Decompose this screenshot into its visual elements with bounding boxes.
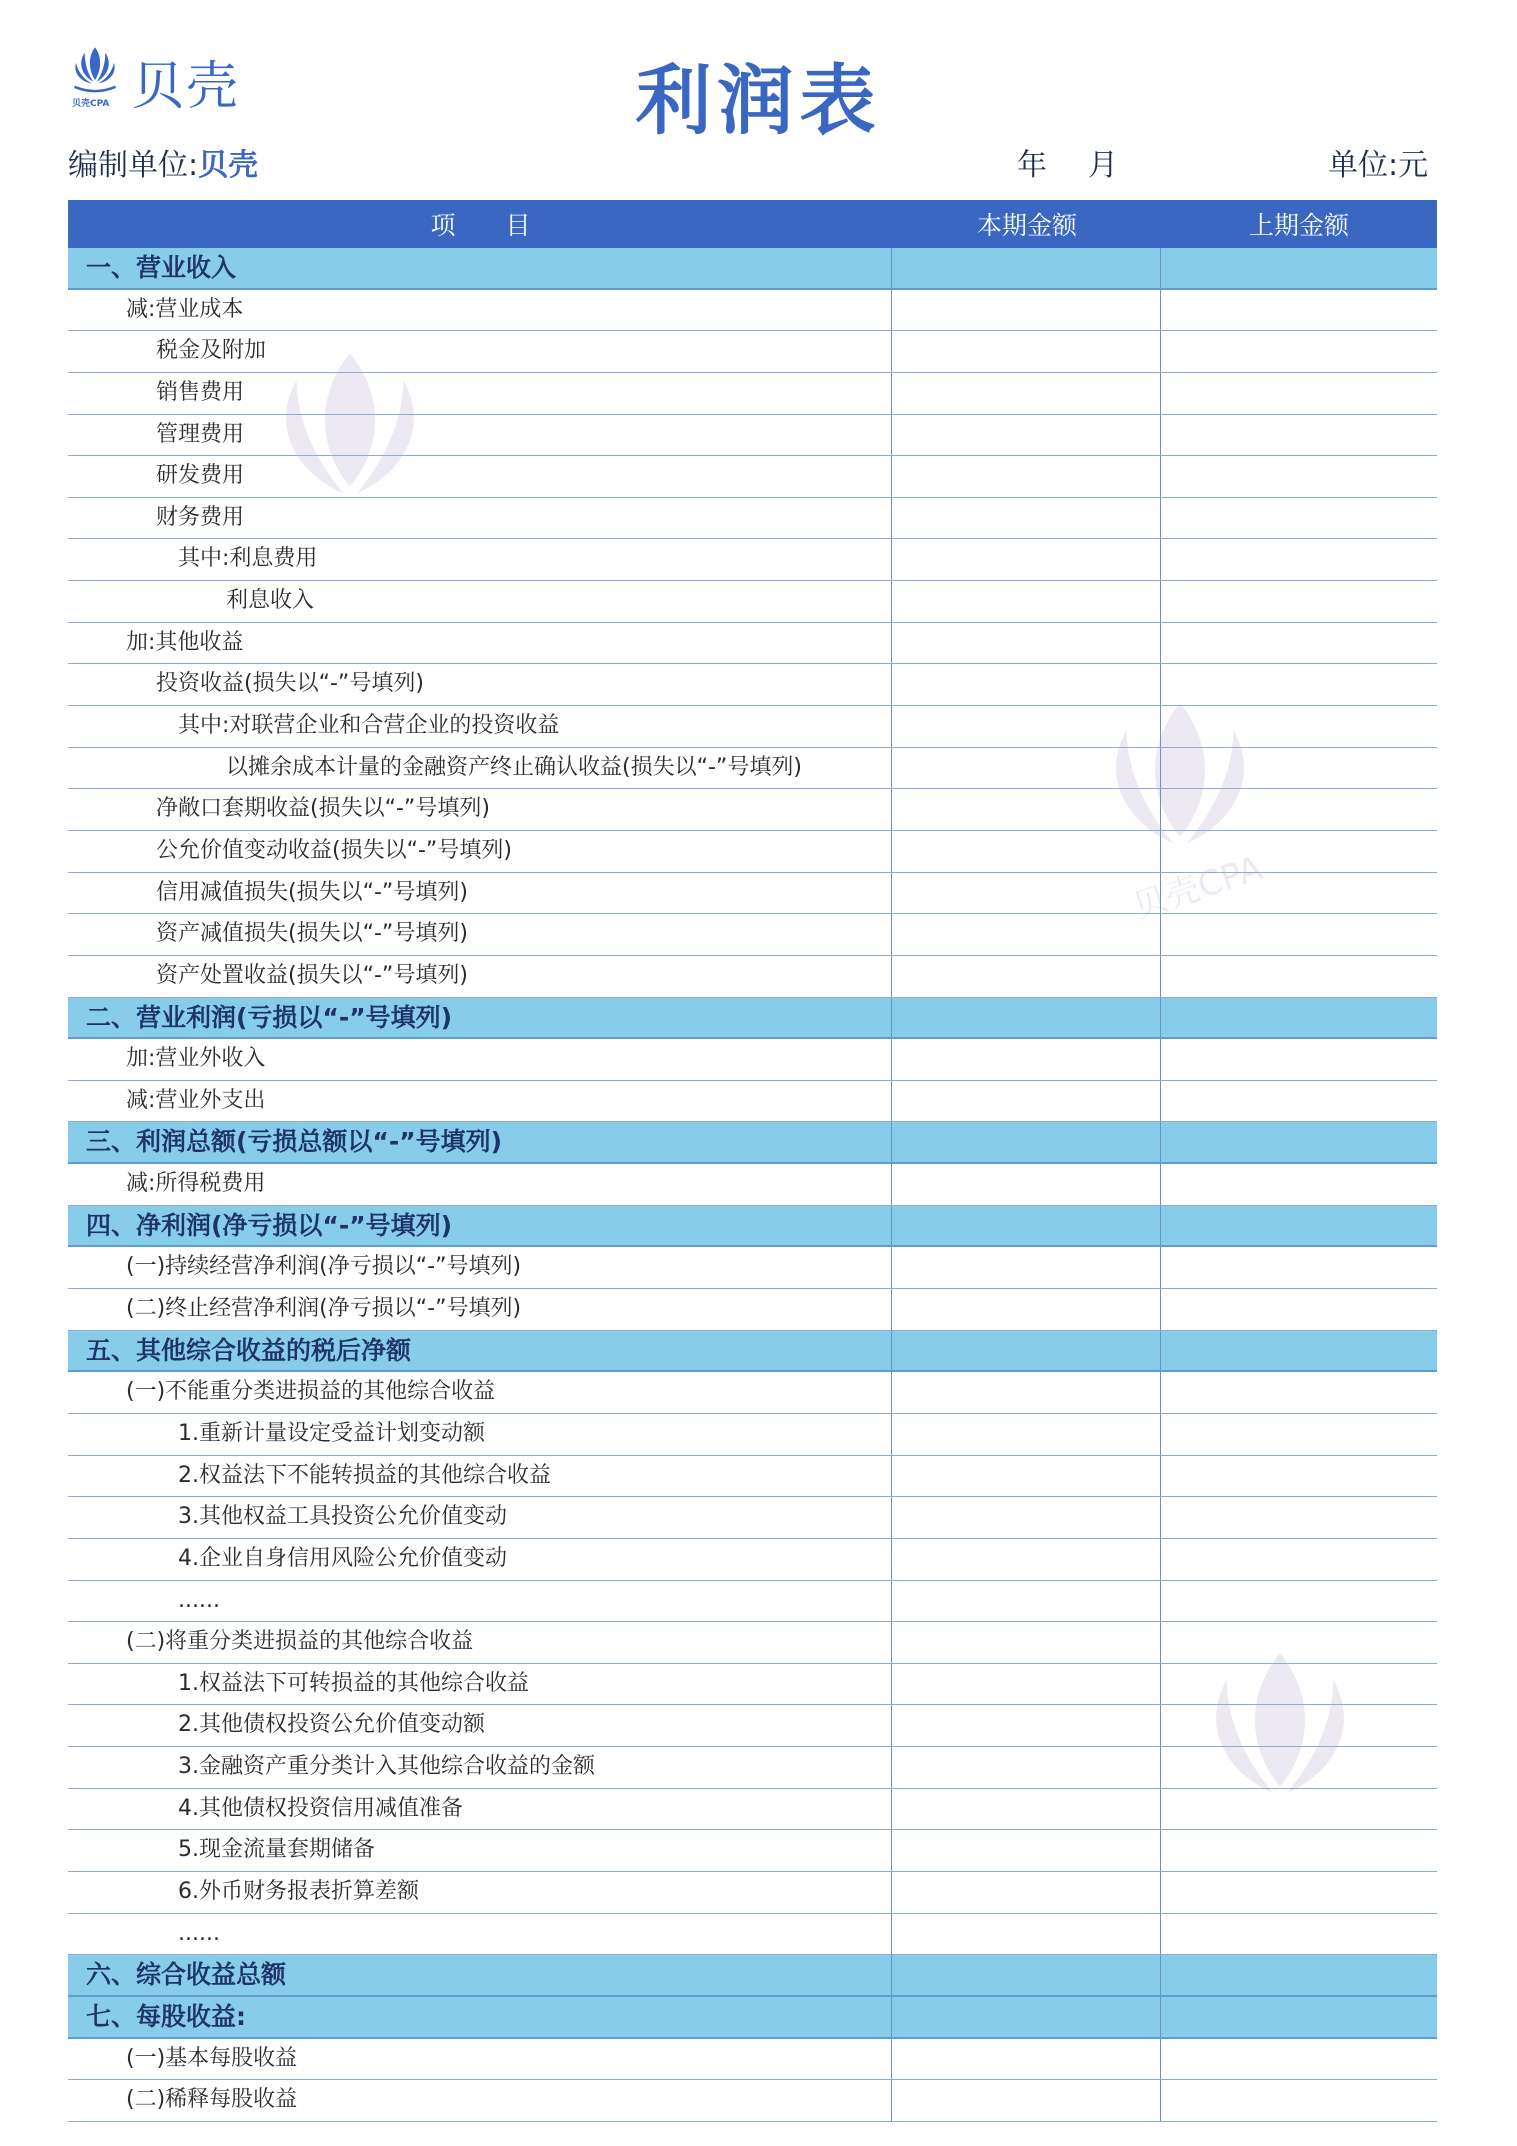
previous-amount-cell[interactable] xyxy=(1161,248,1437,288)
current-amount-cell[interactable] xyxy=(892,748,1161,789)
item-cell: 6.外币财务报表折算差额 xyxy=(68,1872,892,1913)
item-cell: ...... xyxy=(68,1914,892,1955)
current-amount-cell[interactable] xyxy=(892,1789,1161,1830)
item-cell: 七、每股收益: xyxy=(68,1997,892,2037)
previous-amount-cell[interactable] xyxy=(1161,539,1437,580)
table-row xyxy=(68,539,1437,581)
item-cell: 减:营业外支出 xyxy=(68,1081,892,1122)
table-row xyxy=(68,581,1437,623)
table-row xyxy=(68,748,1437,790)
table-row xyxy=(68,1372,1437,1414)
current-amount-cell[interactable] xyxy=(892,1039,1161,1080)
item-cell: 销售费用 xyxy=(68,373,892,414)
table-row xyxy=(68,415,1437,457)
previous-amount-cell[interactable] xyxy=(1161,873,1437,914)
current-amount-cell[interactable] xyxy=(892,1331,1161,1371)
current-amount-cell[interactable] xyxy=(892,498,1161,539)
table-row xyxy=(68,873,1437,915)
current-amount-cell[interactable] xyxy=(892,1955,1161,1995)
item-cell: 1.权益法下可转损益的其他综合收益 xyxy=(68,1664,892,1705)
month-label: 月 xyxy=(1088,148,1118,183)
item-cell: 3.其他权益工具投资公允价值变动 xyxy=(68,1497,892,1538)
current-amount-cell[interactable] xyxy=(892,1664,1161,1705)
previous-amount-cell[interactable] xyxy=(1161,914,1437,955)
table-row xyxy=(68,1497,1437,1539)
previous-amount-cell[interactable] xyxy=(1161,498,1437,539)
item-cell: (二)终止经营净利润(净亏损以“-”号填列) xyxy=(68,1289,892,1330)
table-row xyxy=(68,1164,1437,1206)
current-amount-cell[interactable] xyxy=(892,373,1161,414)
previous-amount-cell[interactable] xyxy=(1161,1164,1437,1205)
table-row xyxy=(68,456,1437,498)
item-cell: 一、营业收入 xyxy=(68,248,892,288)
current-amount-cell[interactable] xyxy=(892,1122,1161,1162)
previous-amount-cell[interactable] xyxy=(1161,1789,1437,1830)
income-statement-table xyxy=(68,200,1437,2122)
unit-label: 单位:元 xyxy=(1328,148,1429,183)
current-amount-cell[interactable] xyxy=(892,706,1161,747)
current-amount-cell[interactable] xyxy=(892,1581,1161,1622)
previous-amount-cell[interactable] xyxy=(1161,1414,1437,1455)
previous-amount-cell[interactable] xyxy=(1161,664,1437,705)
item-cell: (一)持续经营净利润(净亏损以“-”号填列) xyxy=(68,1247,892,1288)
item-cell: 五、其他综合收益的税后净额 xyxy=(68,1331,892,1371)
item-cell: 以摊余成本计量的金融资产终止确认收益(损失以“-”号填列) xyxy=(68,748,892,789)
previous-amount-cell[interactable] xyxy=(1161,1830,1437,1871)
current-amount-cell[interactable] xyxy=(892,1164,1161,1205)
current-amount-cell[interactable] xyxy=(892,415,1161,456)
item-cell: 资产减值损失(损失以“-”号填列) xyxy=(68,914,892,955)
item-cell: 税金及附加 xyxy=(68,331,892,372)
previous-amount-cell[interactable] xyxy=(1161,1747,1437,1788)
current-amount-cell[interactable] xyxy=(892,956,1161,997)
item-cell: (二)将重分类进损益的其他综合收益 xyxy=(68,1622,892,1663)
header-item: 项 目 xyxy=(430,211,531,240)
table-body xyxy=(68,248,1437,2122)
previous-amount-cell[interactable] xyxy=(1161,1539,1437,1580)
item-cell: 其中:利息费用 xyxy=(68,539,892,580)
current-amount-cell[interactable] xyxy=(892,831,1161,872)
item-cell: 利息收入 xyxy=(68,581,892,622)
org-label: 编制单位: xyxy=(68,148,199,183)
item-cell: 4.企业自身信用风险公允价值变动 xyxy=(68,1539,892,1580)
table-row xyxy=(68,1581,1437,1623)
table-row xyxy=(68,1747,1437,1789)
previous-amount-cell[interactable] xyxy=(1161,1914,1437,1955)
current-amount-cell[interactable] xyxy=(892,1247,1161,1288)
current-amount-cell[interactable] xyxy=(892,1372,1161,1413)
item-cell: 减:营业成本 xyxy=(68,290,892,331)
item-cell: (二)稀释每股收益 xyxy=(68,2080,892,2121)
previous-amount-cell[interactable] xyxy=(1161,1289,1437,1330)
section-row xyxy=(68,1997,1437,2039)
table-row xyxy=(68,706,1437,748)
current-amount-cell[interactable] xyxy=(892,873,1161,914)
table-row xyxy=(68,373,1437,415)
previous-amount-cell[interactable] xyxy=(1161,456,1437,497)
table-row xyxy=(68,623,1437,665)
current-amount-cell[interactable] xyxy=(892,789,1161,830)
table-row xyxy=(68,956,1437,998)
table-row xyxy=(68,1414,1437,1456)
table-row xyxy=(68,1872,1437,1914)
table-row xyxy=(68,1914,1437,1956)
item-cell: 三、利润总额(亏损总额以“-”号填列) xyxy=(68,1122,892,1162)
current-amount-cell[interactable] xyxy=(892,1872,1161,1913)
previous-amount-cell[interactable] xyxy=(1161,331,1437,372)
previous-amount-cell[interactable] xyxy=(1161,373,1437,414)
previous-amount-cell[interactable] xyxy=(1161,415,1437,456)
previous-amount-cell[interactable] xyxy=(1161,290,1437,331)
table-row xyxy=(68,1664,1437,1706)
previous-amount-cell[interactable] xyxy=(1161,1997,1437,2037)
item-cell: 3.金融资产重分类计入其他综合收益的金额 xyxy=(68,1747,892,1788)
previous-amount-cell[interactable] xyxy=(1161,1331,1437,1371)
previous-amount-cell[interactable] xyxy=(1161,789,1437,830)
previous-amount-cell[interactable] xyxy=(1161,1081,1437,1122)
section-row xyxy=(68,1331,1437,1373)
section-row xyxy=(68,1955,1437,1997)
item-cell: 加:其他收益 xyxy=(68,623,892,664)
current-amount-cell[interactable] xyxy=(892,623,1161,664)
previous-amount-cell[interactable] xyxy=(1161,956,1437,997)
current-amount-cell[interactable] xyxy=(892,1289,1161,1330)
current-amount-cell[interactable] xyxy=(892,998,1161,1038)
current-amount-cell[interactable] xyxy=(892,1705,1161,1746)
item-cell: 六、综合收益总额 xyxy=(68,1955,892,1995)
item-cell: 2.其他债权投资公允价值变动额 xyxy=(68,1705,892,1746)
current-amount-cell[interactable] xyxy=(892,248,1161,288)
item-cell: ...... xyxy=(68,1581,892,1622)
item-cell: 管理费用 xyxy=(68,415,892,456)
previous-amount-cell[interactable] xyxy=(1161,1247,1437,1288)
previous-amount-cell[interactable] xyxy=(1161,623,1437,664)
table-row xyxy=(68,789,1437,831)
item-cell: 投资收益(损失以“-”号填列) xyxy=(68,664,892,705)
page-title: 利润表 xyxy=(635,56,882,145)
table-row xyxy=(68,1289,1437,1331)
table-row xyxy=(68,1830,1437,1872)
previous-amount-cell[interactable] xyxy=(1161,1664,1437,1705)
previous-amount-cell[interactable] xyxy=(1161,748,1437,789)
previous-amount-cell[interactable] xyxy=(1161,1872,1437,1913)
current-amount-cell[interactable] xyxy=(892,539,1161,580)
year-label: 年 xyxy=(1017,148,1047,183)
org-value: 贝壳 xyxy=(198,148,259,183)
item-cell: 公允价值变动收益(损失以“-”号填列) xyxy=(68,831,892,872)
previous-amount-cell[interactable] xyxy=(1161,1122,1437,1162)
table-row xyxy=(68,664,1437,706)
current-amount-cell[interactable] xyxy=(892,1914,1161,1955)
previous-amount-cell[interactable] xyxy=(1161,1622,1437,1663)
section-row xyxy=(68,1122,1437,1164)
current-amount-cell[interactable] xyxy=(892,1747,1161,1788)
current-amount-cell[interactable] xyxy=(892,1081,1161,1122)
table-row xyxy=(68,1705,1437,1747)
table-row xyxy=(68,1539,1437,1581)
current-amount-cell[interactable] xyxy=(892,1830,1161,1871)
item-cell: (一)基本每股收益 xyxy=(68,2039,892,2080)
current-amount-cell[interactable] xyxy=(892,1997,1161,2037)
table-row xyxy=(68,1789,1437,1831)
current-amount-cell[interactable] xyxy=(892,914,1161,955)
previous-amount-cell[interactable] xyxy=(1161,1372,1437,1413)
previous-amount-cell[interactable] xyxy=(1161,1206,1437,1246)
item-cell: 1.重新计量设定受益计划变动额 xyxy=(68,1414,892,1455)
item-cell: 研发费用 xyxy=(68,456,892,497)
previous-amount-cell[interactable] xyxy=(1161,1705,1437,1746)
table-row xyxy=(68,1456,1437,1498)
current-amount-cell[interactable] xyxy=(892,290,1161,331)
section-row xyxy=(68,248,1437,290)
item-cell: 净敞口套期收益(损失以“-”号填列) xyxy=(68,789,892,830)
current-amount-cell[interactable] xyxy=(892,2039,1161,2080)
current-amount-cell[interactable] xyxy=(892,581,1161,622)
previous-amount-cell[interactable] xyxy=(1161,2039,1437,2080)
table-header xyxy=(68,200,1437,248)
brand-name: 贝壳 xyxy=(132,57,241,117)
item-cell: 加:营业外收入 xyxy=(68,1039,892,1080)
table-row xyxy=(68,331,1437,373)
header-current: 本期金额 xyxy=(976,211,1077,240)
current-amount-cell[interactable] xyxy=(892,1414,1161,1455)
current-amount-cell[interactable] xyxy=(892,2080,1161,2121)
header-previous: 上期金额 xyxy=(1248,211,1349,240)
item-cell: 4.其他债权投资信用减值准备 xyxy=(68,1789,892,1830)
brand-sub: 贝壳CPA xyxy=(72,99,110,109)
section-row xyxy=(68,998,1437,1040)
table-row xyxy=(68,2080,1437,2122)
table-row xyxy=(68,914,1437,956)
table-row xyxy=(68,1081,1437,1123)
current-amount-cell[interactable] xyxy=(892,1622,1161,1663)
previous-amount-cell[interactable] xyxy=(1161,1497,1437,1538)
item-cell: 四、净利润(净亏损以“-”号填列) xyxy=(68,1206,892,1246)
table-row xyxy=(68,831,1437,873)
item-cell: 二、营业利润(亏损以“-”号填列) xyxy=(68,998,892,1038)
current-amount-cell[interactable] xyxy=(892,456,1161,497)
table-row xyxy=(68,290,1437,332)
item-cell: 其中:对联营企业和合营企业的投资收益 xyxy=(68,706,892,747)
current-amount-cell[interactable] xyxy=(892,1456,1161,1497)
previous-amount-cell[interactable] xyxy=(1161,998,1437,1038)
previous-amount-cell[interactable] xyxy=(1161,581,1437,622)
previous-amount-cell[interactable] xyxy=(1161,2080,1437,2121)
item-cell: (一)不能重分类进损益的其他综合收益 xyxy=(68,1372,892,1413)
current-amount-cell[interactable] xyxy=(892,1539,1161,1580)
item-cell: 5.现金流量套期储备 xyxy=(68,1830,892,1871)
previous-amount-cell[interactable] xyxy=(1161,1039,1437,1080)
previous-amount-cell[interactable] xyxy=(1161,706,1437,747)
item-cell: 财务费用 xyxy=(68,498,892,539)
item-cell: 减:所得税费用 xyxy=(68,1164,892,1205)
table-row xyxy=(68,498,1437,540)
current-amount-cell[interactable] xyxy=(892,1206,1161,1246)
table-row xyxy=(68,1622,1437,1664)
section-row xyxy=(68,1206,1437,1248)
current-amount-cell[interactable] xyxy=(892,1497,1161,1538)
previous-amount-cell[interactable] xyxy=(1161,1581,1437,1622)
previous-amount-cell[interactable] xyxy=(1161,1456,1437,1497)
watermark-text: 贝壳CPA xyxy=(1128,848,1268,928)
table-row xyxy=(68,2039,1437,2081)
table-row xyxy=(68,1247,1437,1289)
org-field xyxy=(68,140,258,184)
item-cell: 信用减值损失(损失以“-”号填列) xyxy=(68,873,892,914)
current-amount-cell[interactable] xyxy=(892,664,1161,705)
table-row xyxy=(68,1039,1437,1081)
item-cell: 资产处置收益(损失以“-”号填列) xyxy=(68,956,892,997)
previous-amount-cell[interactable] xyxy=(1161,831,1437,872)
item-cell: 2.权益法下不能转损益的其他综合收益 xyxy=(68,1456,892,1497)
previous-amount-cell[interactable] xyxy=(1161,1955,1437,1995)
current-amount-cell[interactable] xyxy=(892,331,1161,372)
